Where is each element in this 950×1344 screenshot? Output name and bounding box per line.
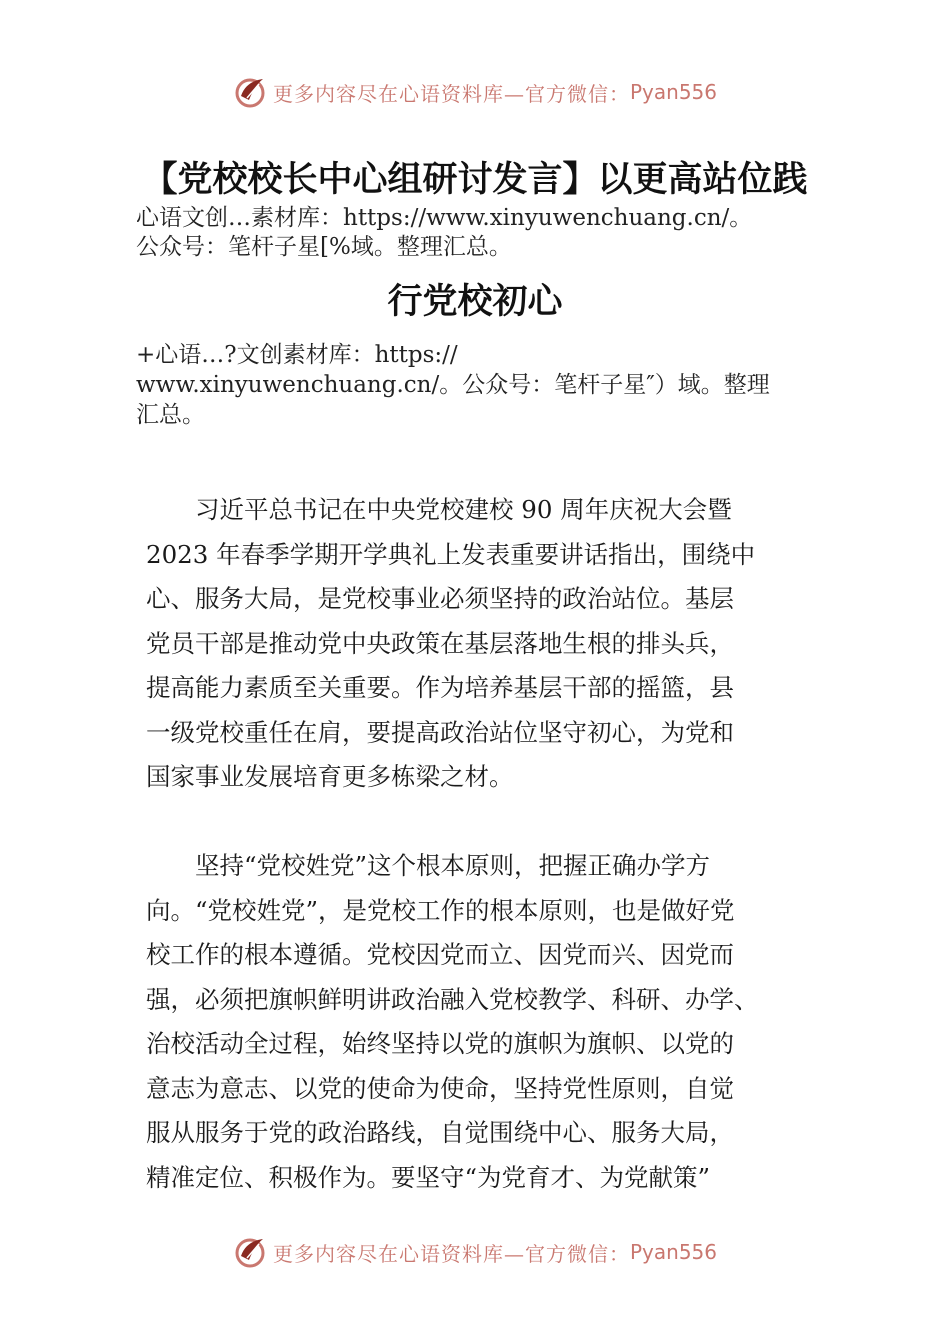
paragraph-line: 2023 年春季学期开学典礼上发表重要讲话指出，围绕中 <box>146 539 756 569</box>
paragraph-line: 提高能力素质至关重要。作为培养基层干部的摇篮，县 <box>146 673 734 702</box>
header-banner <box>0 70 950 114</box>
banner-wechat-id: Pyan556 <box>629 80 717 104</box>
footer-banner <box>0 1230 950 1274</box>
paragraph-line: 精准定位、积极作为。要坚守“为党育才、为党献策” <box>146 1162 711 1192</box>
watermark-2-line-2: www.xinyuwenchuang.cn/。公众号：笔杆子星″）域。整理 <box>136 372 770 398</box>
banner-wechat-id: Pyan556 <box>629 1240 717 1264</box>
paragraph-line: 意志为意志、以党的使命为使命，坚持党性原则，自觉 <box>146 1073 734 1103</box>
paragraph-line: 党员干部是推动党中央政策在基层落地生根的排头兵， <box>146 628 734 658</box>
paragraph-line: 向。“党校姓党”，是党校工作的根本原则，也是做好党 <box>146 895 735 925</box>
paragraph-line: 坚持“党校姓党”这个根本原则，把握正确办学方 <box>146 851 711 880</box>
body-paragraph-2 <box>146 844 826 1200</box>
paragraph-line: 习近平总书记在中央党校建校 90 周年庆祝大会暨 <box>146 495 732 524</box>
body-paragraph-1 <box>146 488 826 800</box>
watermark-1-line-1: 心语文创…素材库：https://www.xinyuwenchuang.cn/。 <box>136 205 753 231</box>
watermark-1-line-2: 公众号：笔杆子星[%域。整理汇总。 <box>136 234 512 260</box>
banner-text: 更多内容尽在心语资料库—官方微信： <box>272 81 630 106</box>
document-title-line-2: 行党校初心 <box>387 282 563 322</box>
paragraph-line: 治校活动全过程，始终坚持以党的旗帜为旗帜、以党的 <box>146 1029 734 1058</box>
watermark-2-line-1: +心语…?文创素材库：https:// <box>136 342 458 368</box>
paragraph-line: 服从服务于党的政治路线，自觉围绕中心、服务大局， <box>146 1118 734 1147</box>
document-title-line-1: 【党校校长中心组研讨发言】以更高站位践 <box>142 160 808 200</box>
paragraph-line: 心、服务大局，是党校事业必须坚持的政治站位。基层 <box>146 584 734 613</box>
paragraph-line: 强，必须把旗帜鲜明讲政治融入党校教学、科研、办学、 <box>146 984 759 1014</box>
watermark-2-line-3: 汇总。 <box>136 402 205 428</box>
xinyu-logo-icon <box>233 1234 269 1270</box>
paragraph-line: 国家事业发展培育更多栋梁之材。 <box>146 762 514 791</box>
paragraph-line: 校工作的根本遵循。党校因党而立、因党而兴、因党而 <box>146 940 734 969</box>
banner-text: 更多内容尽在心语资料库—官方微信： <box>272 1241 630 1266</box>
paragraph-line: 一级党校重任在肩，要提高政治站位坚守初心，为党和 <box>146 717 734 747</box>
xinyu-logo-icon <box>233 74 269 110</box>
